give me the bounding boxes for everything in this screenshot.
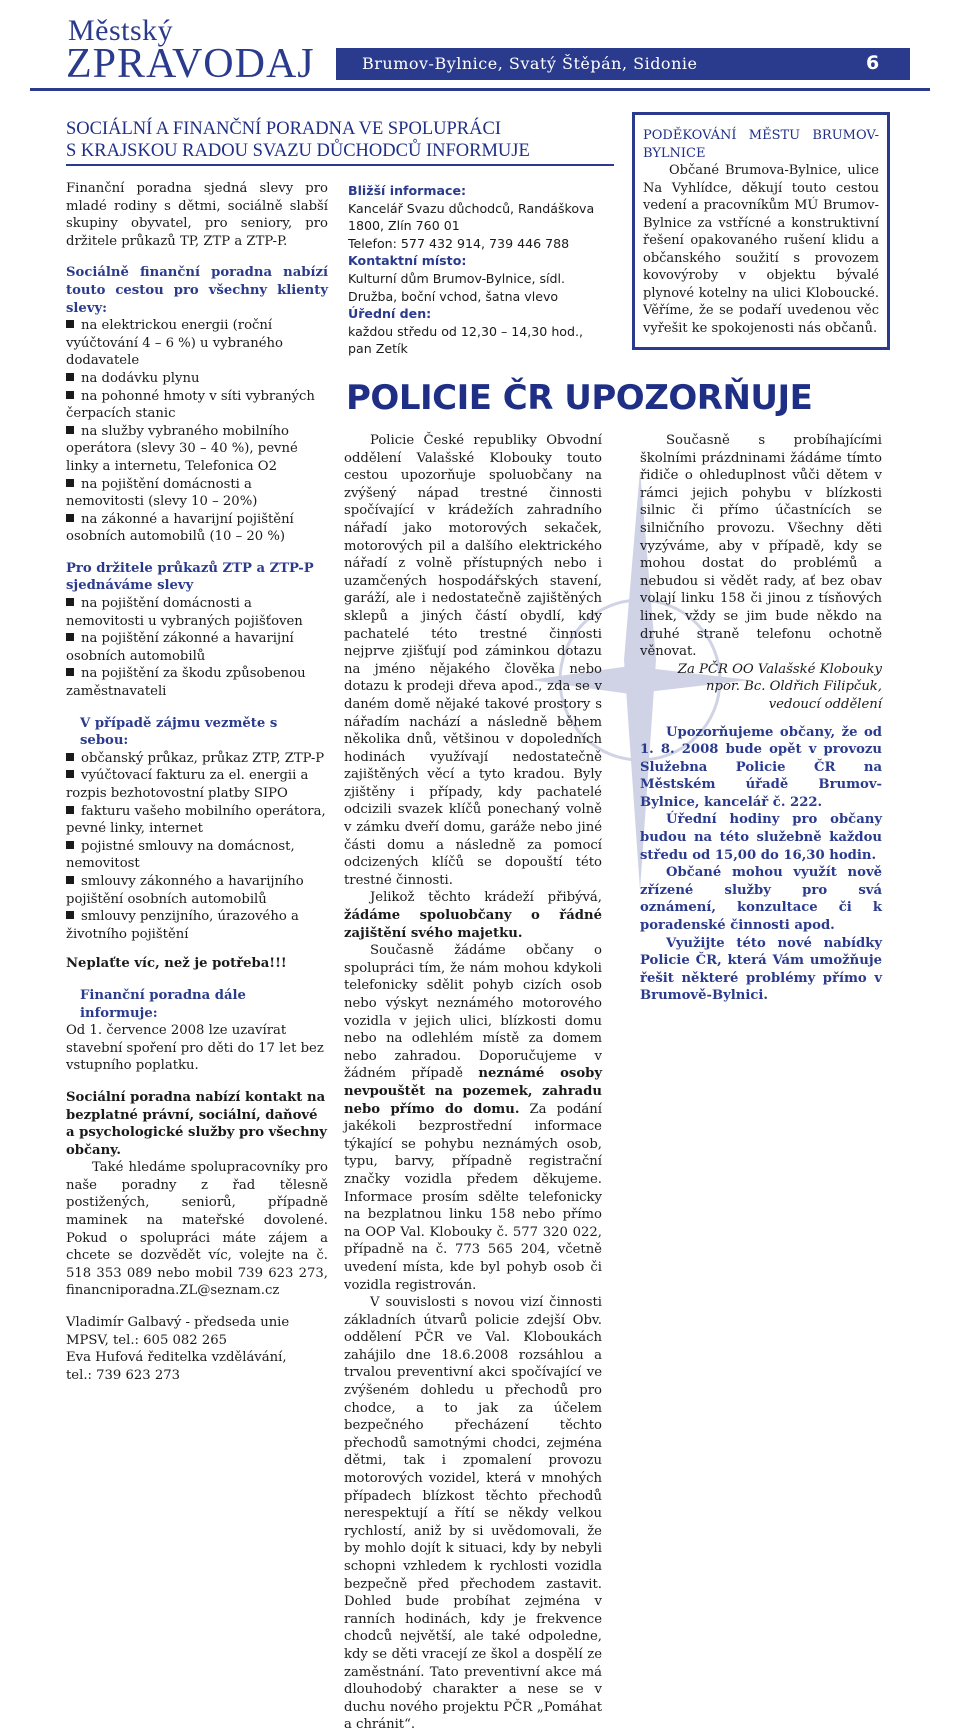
list-item: vyúčtovací fakturu za el. energii a rozpis bezhotovostní platby SIPO — [66, 767, 328, 802]
police-emphasis: žádáme spoluobčany o řádné zajištění svého majetku. — [344, 908, 602, 941]
section1-heading: Sociálně finanční poradna nabízí touto cestou pro všechny klienty slevy: — [66, 265, 328, 316]
more-info-label: Bližší informace: — [348, 183, 467, 198]
police-column-right — [640, 432, 882, 1005]
thanks-box — [632, 112, 890, 350]
header-towns: Brumov-Bylnice, Svatý Štěpán, Sidonie — [362, 54, 698, 73]
list-item: na zákonné a havarijní pojištění osobních automobilů (10 – 20 %) — [66, 511, 328, 546]
office-hours-label: Úřední den: — [348, 306, 432, 322]
list-item: na služby vybraného mobilního operátora (slevy 30 – 40 %), pevné linky a internetu, Telefonica O2 — [66, 423, 328, 476]
police-paragraph: Policie České republiky Obvodní oddělení Valašské Klobouky touto cestou upozorňuje spoluobčany na zvýšený nápad trestné činnosti spočívající v krádežích zahradního nářadí jako motorových sekaček, motorových pil a dalšího elektrického nářadí z volně přístupných nebo i uzamčených hospodářských stavení, garáží, ale i nedostatečně zajištěných sklepů a jiných částí obydlí, kdy pachatelé této trestné činnosti nejprve zjišťují pod záminkou dotazu na jméno nějakého člověka nebo dotazu k prodeji dřeva apod., zda se v daném domě nějaké takové prostory s nářadím nachází a následně během několika dnů, většinou v dopoledních hodinách využívají nedostatečně zajištěných věcí a tyto kradou. Byly zjištěny i případy, kdy pachatelé odcizili svazek klíčů ponechaný volně v zámku dveří domu, garáže nebo jiné části domu a následně za pomocí odcizených klíčů se dopouští této trestné činnosti. — [344, 433, 602, 888]
section2-heading: Pro držitele průkazů ZTP a ZTP-P sjednáváme slevy — [66, 560, 314, 594]
intro-paragraph: Finanční poradna sjedná slevy pro mladé rodiny s dětmi, sociálně slabší skupiny obyvatel, pro seniory, pro držitele průkazů TP, ZTP a ZTP-P. — [66, 181, 328, 249]
masthead-title: ZPRAVODAJ — [66, 41, 315, 87]
signature-line: Vladimír Galbavý - předseda unie — [66, 1315, 290, 1331]
police-paragraph: V souvislosti s novou vizí činnosti základních útvarů policie zdejší Obv. oddělení PČR ve Val. Kloboukách zahájilo dne 18.6.2008 rozsáhlou a trvalou preventivní akci spočívající ve zvýšeném dohledu u přechodů pro chodce, a to jak za účelem bezpečného přecházení těchto přechodů samotnými chodci, zejména dětmi, tak i zpomalení provozu motorových vozidel, která v mnohých případech blízkost těchto přechodů nerespektují a řítí se někdy velkou rychlostí, aniž by si uvědomovali, že by mohlo dojít k situaci, kdy by nebyli schopni vzhledem k rychlosti vozidla bezpečně před přechodem zastavit. Dohled bude probíhat zejména v ranních hodinách, kdy je frekvence chodců největší, ale také odpoledne, kdy se děti vracejí ze škol a dospělí ze zaměstnání. Tato preventivní akce má dlouhodobý charakter a nese se v duchu nového projektu PČR „Pomáhat a chránit“. — [344, 1295, 602, 1733]
thanks-text: Občané Brumova-Bylnice, ulice Na Vyhlídce, děkují touto cestou vedení a pracovníkům MÚ Brumov-Bylnice za vstřícné a konstruktivní řešení opakovaného rušení klidu a občanského soužití s provozem kovovýroby v objektu bývalé plynové kotelny na ulici Kloboucké. Věříme, že se podaří uvedenou věc vyřešit ke spokojenosti nás občanů. — [643, 163, 879, 336]
article-title — [66, 118, 530, 162]
contact-info — [348, 182, 610, 358]
signature-line: tel.: 739 623 273 — [66, 1367, 181, 1383]
page-number: 6 — [866, 52, 880, 74]
section3-heading: V případě zájmu vezměte s sebou: — [80, 715, 278, 749]
section4-text: Od 1. července 2008 lze uzavírat stavební spoření pro děti do 17 let bez vstupního poplatku. — [66, 1023, 324, 1074]
list-item: na elektrickou energii (roční vyúčtování 4 – 6 %) u vybraného dodavatele — [66, 317, 328, 370]
slogan: Neplaťte víc, než je potřeba!!! — [66, 956, 287, 972]
office-phone: Telefon: 577 432 914, 739 446 788 — [348, 235, 570, 251]
article-title-line1: SOCIÁLNÍ A FINANČNÍ PORADNA VE SPOLUPRÁCI — [66, 119, 501, 139]
list-item: na dodávku plynu — [66, 370, 328, 388]
police-text: Jelikož těchto krádeží přibývá, — [370, 890, 602, 906]
list-item: smlouvy zákonného a havarijního pojištění osobních automobilů — [66, 873, 328, 908]
masthead-top: Městský — [68, 14, 174, 47]
list-item: na pojištění domácnosti a nemovitosti (slevy 10 – 20%) — [66, 476, 328, 511]
police-paragraph — [344, 889, 602, 942]
thanks-heading: PODĚKOVÁNÍ MĚSTU BRUMOV-BYLNICE — [643, 128, 879, 161]
header-rule — [30, 88, 930, 91]
list-item: smlouvy penzijního, úrazového a životního pojištění — [66, 908, 328, 943]
police-signature: Za PČR OO Valašské Klobouky — [677, 661, 882, 677]
list-item: občanský průkaz, průkaz ZTP, ZTP-P — [66, 750, 328, 768]
office-address: Kancelář Svazu důchodců, Randáškova 1800, Zlín 760 01 — [348, 200, 595, 234]
list-item: na pojištění zákonné a havarijní osobních automobilů — [66, 630, 328, 665]
section5-text: Také hledáme spolupracovníky pro naše poradny z řad tělesně postižených, seniorů, případně maminek na mateřské dovolené. Pokud o spolupráci máte zájem a chcete se dozvědět víc, volejte na č. 518 353 089 nebo mobil 739 623 273, financniporadna.ZL@seznam.cz — [66, 1160, 328, 1299]
office-hours: každou středu od 12,30 – 14,30 hod., pan Zetík — [348, 323, 584, 357]
signature-line: MPSV, tel.: 605 082 265 — [66, 1332, 228, 1348]
section5-heading: Sociální poradna nabízí kontakt na bezplatné právní, sociální, daňové a psychologické služby pro všechny občany. — [66, 1089, 327, 1158]
police-signature: npor. Bc. Oldřich Filipčuk, — [706, 679, 882, 695]
police-paragraph: Současně s probíhajícími školními prázdninami žádáme tímto řidiče o ohleduplnost vůči dětem v rámci jejich pohybu v blízkosti silnic či přímo účastnících se silničního provozu. Všechny děti vyzýváme, aby v případě, kdy se mohou dostat do problémů a nebudou si vědět rady, ať bez obav volají linku 158 či jinou z tísňových linek, vždy se jim bude někdo na druhé straně telefonu ochotně věnovat. — [640, 433, 882, 660]
police-column-left — [344, 432, 602, 1734]
list-item: fakturu vašeho mobilního operátora, pevné linky, internet — [66, 803, 328, 838]
police-notice: Občané mohou využít nově zřízené služby pro svá oznámení, konzultace či k poradenské činnosti apod. — [640, 865, 882, 934]
list-item: pojistné smlouvy na domácnost, nemovitost — [66, 838, 328, 873]
police-notice: Využijte této nové nabídky Policie ČR, která Vám umožňuje řešit některé problémy přímo v Brumově-Bylnici. — [640, 935, 882, 1004]
police-notice: Úřední hodiny pro občany budou na této služebně každou středu od 15,00 do 16,30 hodin. — [640, 812, 882, 863]
police-notice: Upozorňujeme občany, že od 1. 8. 2008 bude opět v provozu Služebna Policie ČR na Městském úřadě Brumov-Bylnice, kancelář č. 222. — [640, 724, 882, 810]
title-rule — [66, 164, 614, 166]
police-text: Současně žádáme občany o spolupráci tím, že nám mohou kdykoli telefonicky sdělit pohyb cizích osob nebo výskyt neznámého motorového vozidla v jejich ulici, blízkosti domu nebo na odlehlém místě za domem nebo zahradou. Doporučujeme v žádném případě — [344, 943, 602, 1082]
signature-line: Eva Hufová ředitelka vzdělávání, — [66, 1350, 287, 1366]
contact-place: Kulturní dům Brumov-Bylnice, sídl. Družba, boční vchod, šatna vlevo — [348, 270, 566, 304]
police-heading: POLICIE ČR UPOZORŇUJE — [346, 378, 813, 418]
article-title-line2: S KRAJSKOU RADOU SVAZU DŮCHODCŮ INFORMUJE — [66, 141, 530, 161]
list-item: na pohonné hmoty v síti vybraných čerpacích stanic — [66, 388, 328, 423]
police-text: Za podání jakékoli bezprostřední informace týkající se pohybu neznámých osob, typu, barvy, případně registrační značky vozidla předem děkujeme. Informace prosím sdělte telefonicky na bezplatnou linku 158 nebo přímo na OOP Val. Klobouky č. 577 320 022, případně na č. 773 565 204, včetně uvedení místa, kde byl pohyb osob či vozidla registrován. — [344, 1101, 602, 1293]
contact-place-label: Kontaktní místo: — [348, 253, 467, 269]
article-column-left — [66, 180, 328, 1384]
list-item: na pojištění domácnosti a nemovitosti u vybraných pojišťoven — [66, 595, 328, 630]
police-paragraph — [344, 942, 602, 1294]
police-signature: vedoucí oddělení — [768, 696, 882, 712]
section4-heading: Finanční poradna dále informuje: — [80, 987, 246, 1021]
police-emphasis: neznámé osoby nevpouštět na pozemek, zahradu nebo přímo do domu. — [344, 1066, 602, 1117]
list-item: na pojištění za škodu způsobenou zaměstnavateli — [66, 665, 328, 700]
